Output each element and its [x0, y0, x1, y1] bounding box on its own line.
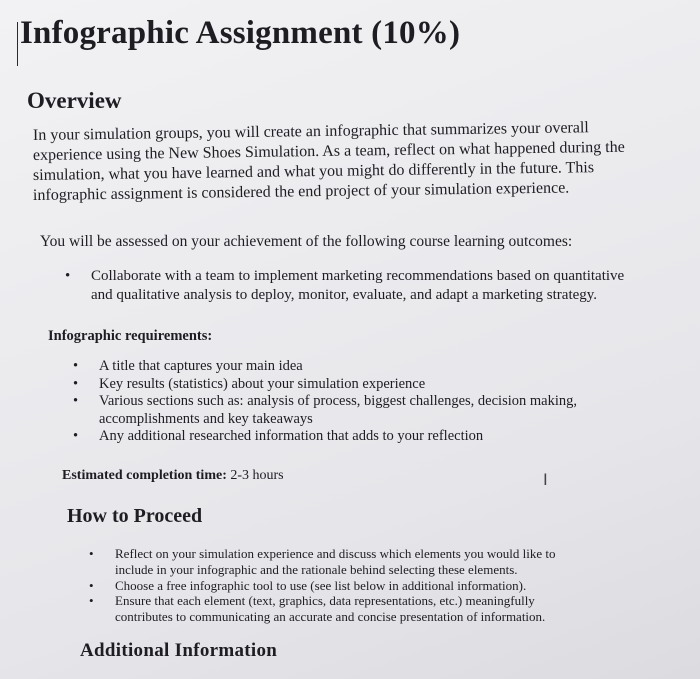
estimate-value: 2-3 hours — [226, 468, 284, 483]
document-title: Infographic Assignment (10%) — [20, 15, 461, 51]
list-item — [89, 577, 555, 594]
bullet-icon: • — [73, 428, 79, 445]
assessment-statement: You will be assessed on your achievement of the following course learning outcomes: — [40, 233, 573, 250]
bullet-icon: • — [73, 393, 79, 410]
intro-line: infographic assignment is considered the end project of your simulation experience. — [32, 179, 570, 204]
list-item — [65, 267, 625, 305]
bullet-icon: • — [73, 375, 79, 392]
list-item — [73, 428, 577, 446]
intro-line: In your simulation groups, you will create an infographic that summarizes your overall — [32, 119, 589, 144]
list-item-line: A title that captures your main idea — [99, 358, 303, 374]
bullet-icon: • — [65, 268, 71, 284]
list-item-line: Reflect on your simulation experience and discuss which elements you would like to — [115, 546, 556, 561]
learning-outcomes-list — [65, 267, 625, 305]
how-to-proceed-list — [89, 546, 556, 625]
intro-line: simulation, what you have learned and what you might do differently in the future. This — [32, 159, 595, 184]
additional-information-heading: Additional Information — [80, 640, 278, 661]
list-item-line: Ensure that each element (text, graphics, data representations, etc.) meaningfully — [115, 593, 535, 609]
i-beam-cursor-icon: I — [543, 470, 548, 489]
requirements-label: Infographic requirements: — [48, 328, 213, 344]
list-item-line: Various sections such as: analysis of process, biggest challenges, decision making, — [99, 393, 577, 410]
bullet-icon: • — [73, 358, 79, 374]
overview-heading: Overview — [27, 88, 122, 113]
bullet-icon: • — [89, 546, 94, 561]
estimate-label: Estimated completion time: — [62, 468, 227, 483]
list-item — [73, 375, 577, 394]
list-item-line: Collaborate with a team to implement marketing recommendations based on quantitative — [91, 268, 625, 284]
text-insertion-caret — [17, 22, 18, 66]
requirements-list — [73, 358, 577, 446]
estimated-completion-time — [62, 468, 284, 484]
list-item-line: contributes to communicating an accurate and concise presentation of information. — [115, 609, 546, 625]
list-item-line: Any additional researched information that adds to your reflection — [99, 428, 484, 445]
how-to-proceed-heading: How to Proceed — [67, 505, 203, 527]
list-item — [89, 546, 556, 578]
list-item-line: Key results (statistics) about your simulation experience — [99, 375, 426, 392]
bullet-icon: • — [89, 593, 94, 609]
list-item — [89, 593, 555, 625]
list-item — [73, 358, 577, 376]
list-item-line: Choose a free infographic tool to use (see list below in additional information). — [115, 577, 527, 593]
list-item-line: accomplishments and key takeaways — [99, 410, 313, 427]
list-item-line: include in your infographic and the rationale behind selecting these elements. — [115, 561, 518, 577]
list-item-line: and qualitative analysis to deploy, monitor, evaluate, and adapt a marketing strategy. — [91, 287, 598, 303]
list-item — [73, 393, 577, 428]
intro-line: experience using the New Shoes Simulation. As a team, reflect on what happened during the — [32, 138, 625, 164]
bullet-icon: • — [89, 577, 94, 593]
